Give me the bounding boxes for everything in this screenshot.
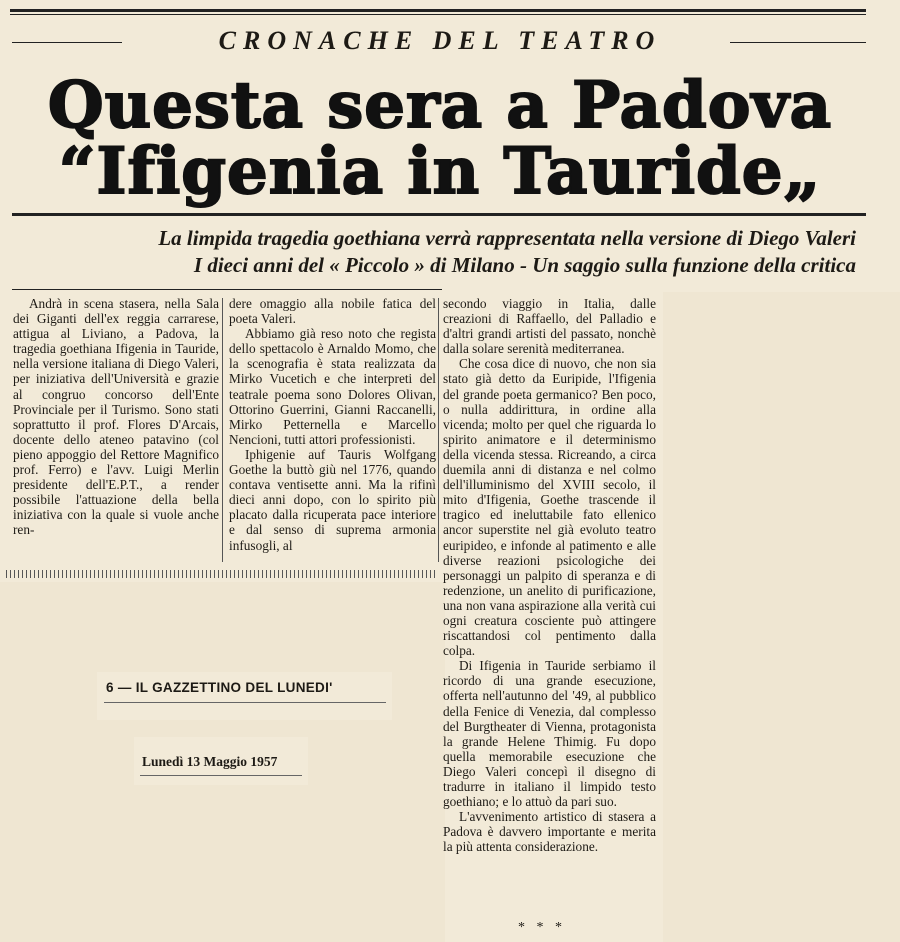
column-3-paragraph: Di Ifigenia in Tauride serbiamo il ricordo di una grande esecuzione, offerta nell'autunno del '49, al pubblico della Fenice di Venezia, dal complesso del Burgtheater di Vienna, protagonista la grande Helene Thimig. Fu dopo quella memorabile esecuzione che Diego Valeri concepì il disegno di tradurre in italiano il limpido testo goethiano; e lo attuò da pari suo.: [443, 658, 656, 810]
top-rule: [10, 9, 866, 12]
top-rule-thin: [10, 14, 866, 15]
column-1-paragraph: Andrà in scena stasera, nella Sala dei Giganti dell'ex reggia carrarese, attigua al Liviano, a Padova, la tragedia goethiana Ifigenia in Tauride, nella versione italiana di Diego Valeri, per iniziativa dell'Università e grazie al congruo concorso dell'Ente Provinciale per il Turismo. Sono stati soprattutto il prof. Flores D'Arcais, docente dello ateneo patavino (col pieno appoggio del Rettore Magnifico prof. Ferro) e l'avv. Luigi Merlin presidente dell'E.P.T., a render possibile l'attuazione della bella iniziativa con la quale si vuole anche ren-: [13, 296, 219, 538]
column-3-paragraph: L'avvenimento artistico di stasera a Padova è davvero importante e merita la più attenta considerazione.: [443, 809, 656, 855]
page-label-underline: [104, 702, 386, 703]
headline-line-2: “Ifigenia in Tauride„: [58, 134, 822, 209]
headline-line-1: Questa sera a Padova: [47, 68, 833, 143]
headline-bottom-rule: [12, 213, 866, 216]
column-3-paragraph: Che cosa dice di nuovo, che non sia stato già detto da Euripide, l'Ifigenia del grande poeta germanico? Ben poco, o nulla addirittura, in ordine alla vicenda; molto per quel che riguarda lo spirito animatore e il determinismo della vicenda stessa. Ricreando, a circa duemila anni di distanza e nel colmo dell'illuminismo del XVIII secolo, il mito d'Ifigenia, Goethe trascende il tragico ed ineluttabile fato ellenico ancor superstite nel già evoluto teatro euripideo, e infonde al patimento e alle diverse reazioni psicologiche dei personaggi un palpito di speranza e di redenzione, un anelito di purificazione, una non vana aspirazione alla verità cui ogni creatura cosciente può attingere riscattandosi col pentimento dalla colpa.: [443, 356, 656, 659]
article-end-mark: * * *: [518, 920, 566, 935]
date-underline: [140, 775, 302, 776]
column-2-paragraph: Abbiamo già reso noto che regista dello spettacolo è Arnaldo Momo, che la scenografia è stata realizzata da Mirko Vucetich e che interpreti del teatrale poema sono Dolores Olivan, Ottorino Guerrini, Gianni Raccanelli, Mirko Petternella e Marcello Nencioni, tutti attori professionisti.: [229, 326, 436, 447]
article-column-3: [443, 296, 656, 854]
article-column-1: [13, 296, 219, 538]
article-top-rule: [12, 289, 442, 290]
section-kicker: CRONACHE DEL TEATRO: [218, 26, 662, 55]
subheadline-1: La limpida tragedia goethiana verrà rappresentata nella versione di Diego Valeri: [158, 226, 856, 250]
kicker-right-line: [730, 42, 866, 43]
column-3-paragraph: secondo viaggio in Italia, dalle creazioni di Raffaello, del Palladio e d'altri grandi artisti del passato, nonchè dalla solare serenità mediterranea.: [443, 296, 656, 357]
column-divider-2: [438, 298, 439, 562]
article-column-2: [229, 296, 436, 553]
column-2-paragraph: Iphigenie auf Tauris Wolfgang Goethe la buttò giù nel 1776, quando contava ventisette anni. Ma la rifinì dieci anni dopo, con lo spirito più placato dalla ricuperata pace interiore e dal senso di suprema armonia infusogli, al: [229, 446, 436, 553]
newspaper-page-label: 6 — IL GAZZETTINO DEL LUNEDI': [106, 680, 333, 695]
kicker-left-line: [12, 42, 122, 43]
column-divider-1: [222, 298, 223, 562]
column-2-paragraph: dere omaggio alla nobile fatica del poeta Valeri.: [229, 296, 436, 327]
subheadline-2: I dieci anni del « Piccolo » di Milano - Un saggio sulla funzione della critica: [193, 253, 856, 277]
newspaper-date: Lunedì 13 Maggio 1957: [142, 754, 278, 769]
torn-edge-hatching: [6, 570, 438, 578]
